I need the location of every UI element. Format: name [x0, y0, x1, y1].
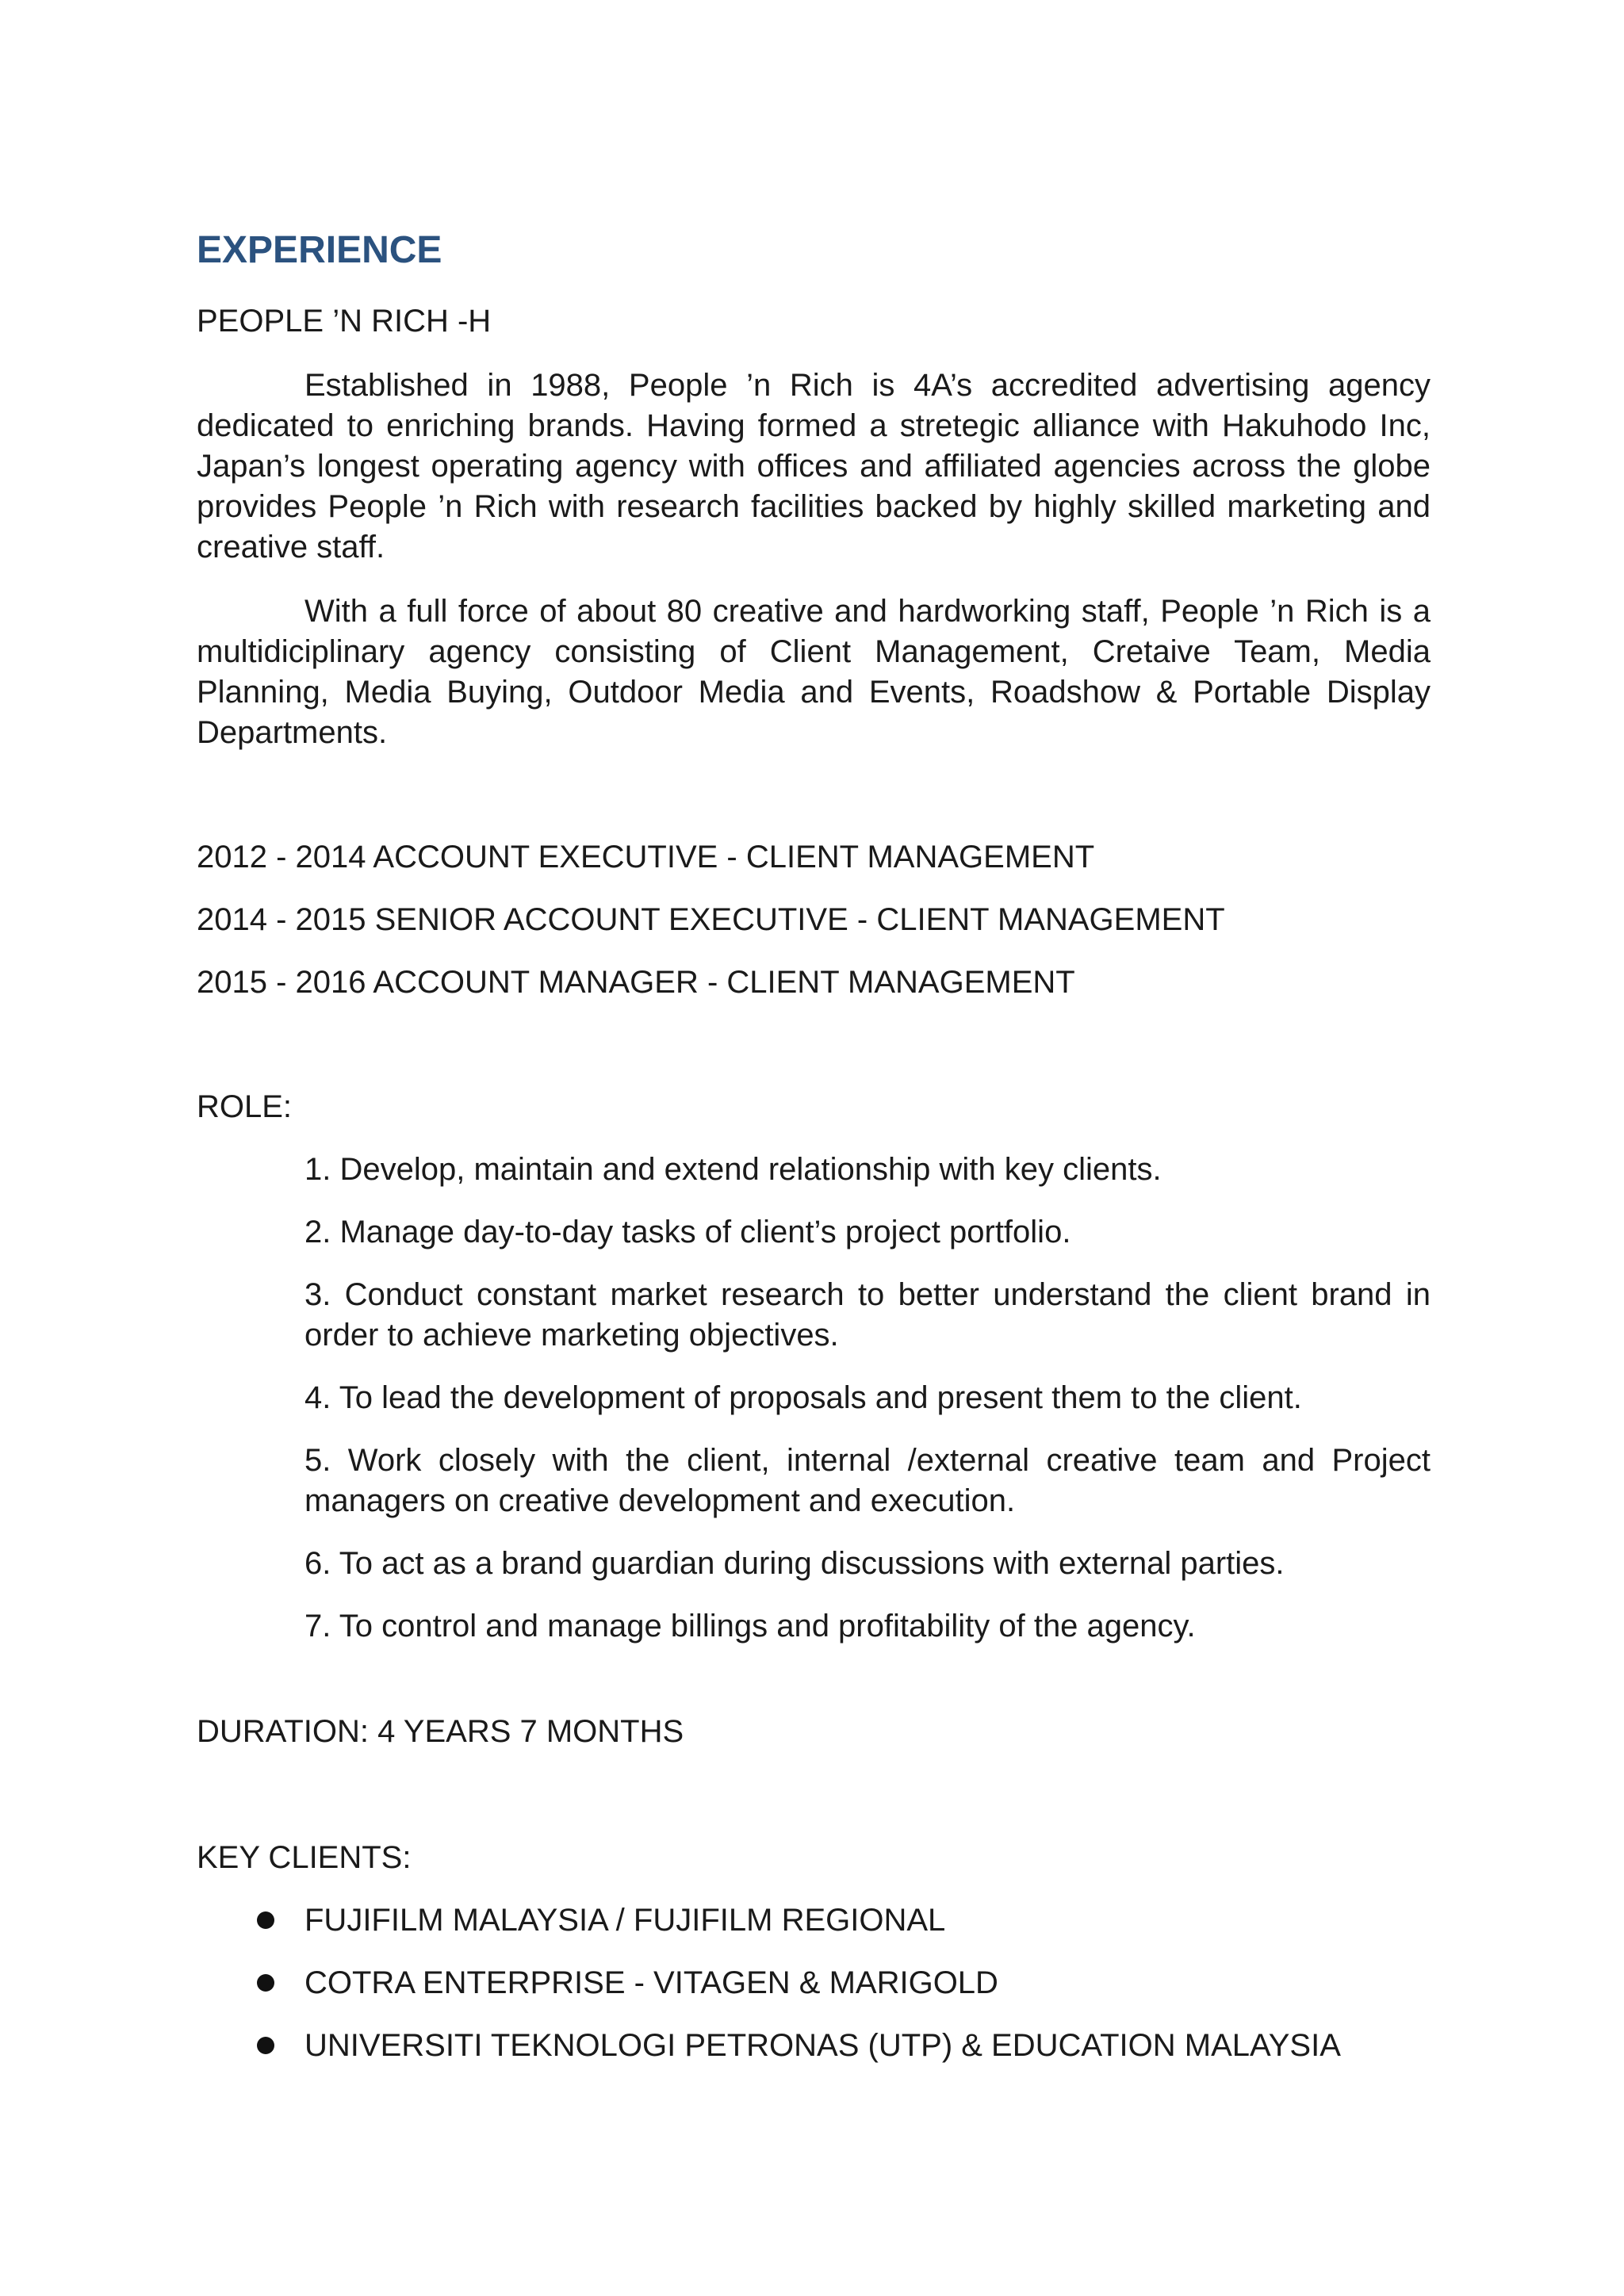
position-entry: 2012 - 2014 ACCOUNT EXECUTIVE - CLIENT MANAGEMENT — [197, 840, 1095, 874]
client-item — [197, 1900, 1431, 1941]
key-clients-list — [197, 1900, 1431, 2066]
position-entry: 2014 - 2015 SENIOR ACCOUNT EXECUTIVE - CLIENT MANAGEMENT — [197, 902, 1225, 937]
role-item: 5. Work closely with the client, internal /external creative team and Project managers on creative development and execution. — [304, 1443, 1431, 1518]
role-item: 7. To control and manage billings and profitability of the agency. — [304, 1609, 1196, 1644]
duration-text: DURATION: 4 YEARS 7 MONTHS — [197, 1714, 684, 1749]
bullet-dot-icon — [257, 2037, 274, 2054]
positions-list — [197, 837, 1431, 1003]
role-list — [197, 1150, 1431, 1647]
role-item: 1. Develop, maintain and extend relationship with key clients. — [304, 1152, 1162, 1187]
role-item: 2. Manage day-to-day tasks of client’s project portfolio. — [304, 1215, 1071, 1249]
client-name: FUJIFILM MALAYSIA / FUJIFILM REGIONAL — [304, 1903, 946, 1938]
role-item: 6. To act as a brand guardian during discussions with external parties. — [304, 1546, 1285, 1581]
company-description-paragraph: With a full force of about 80 creative and hardworking staff, People ’n Rich is a multidiciplinary agency consisting of Client Management, Cretaive Team, Media Planning, Media Buying, Outdoor Media and Events, Roadshow & Portable Display Departments. — [197, 594, 1431, 750]
client-name: UNIVERSITI TEKNOLOGI PETRONAS (UTP) & EDUCATION MALAYSIA — [304, 2028, 1341, 2063]
experience-section — [197, 222, 1431, 2088]
company-description-paragraph: Established in 1988, People ’n Rich is 4A’s accredited advertising agency dedicated to enriching brands. Having formed a stretegic alliance with Hakuhodo Inc, Japan’s longest operating agency with offices and affiliated agencies across the globe provides People ’n Rich with research facilities backed by highly skilled marketing and creative staff. — [197, 368, 1431, 564]
position-entry: 2015 - 2016 ACCOUNT MANAGER - CLIENT MANAGEMENT — [197, 965, 1075, 1000]
client-item — [197, 2026, 1431, 2066]
client-item — [197, 1963, 1431, 2003]
bullet-dot-icon — [257, 1911, 274, 1929]
company-name: PEOPLE ’N RICH -H — [197, 304, 492, 339]
bullet-dot-icon — [257, 1974, 274, 1992]
role-item: 4. To lead the development of proposals and present them to the client. — [304, 1380, 1302, 1415]
role-heading: ROLE: — [197, 1089, 293, 1124]
key-clients-heading: KEY CLIENTS: — [197, 1840, 412, 1875]
section-title: EXPERIENCE — [197, 229, 442, 271]
role-item: 3. Conduct constant market research to better understand the client brand in order to achieve marketing objectives. — [304, 1277, 1431, 1353]
client-name: COTRA ENTERPRISE - VITAGEN & MARIGOLD — [304, 1965, 998, 2000]
